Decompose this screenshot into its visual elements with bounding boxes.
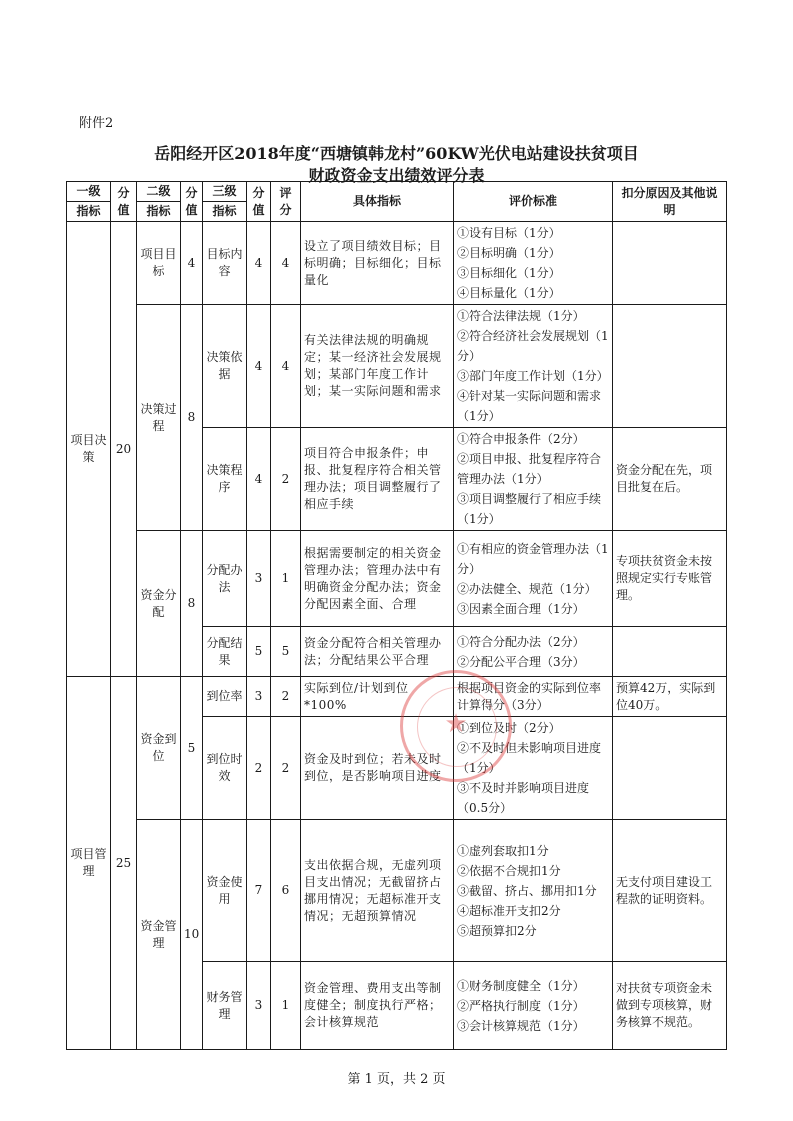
header-score-c: 分 值 bbox=[247, 182, 271, 222]
score-cell: 3 bbox=[247, 677, 271, 717]
specific-indicator-cell: 支出依据合规，无虚列项目支出情况；无截留挤占挪用情况；无超标准开支情况；无超预算情况 bbox=[301, 820, 454, 962]
specific-indicator-cell: 资金分配符合相关管理办法；分配结果公平合理 bbox=[301, 627, 454, 677]
deduction-note-cell: 资金分配在先，项目批复在后。 bbox=[613, 428, 727, 531]
level2-cell: 资金分配 bbox=[137, 531, 181, 677]
level2-score-cell: 5 bbox=[181, 677, 203, 820]
criteria-line: ④超标准开支扣2分 bbox=[457, 903, 561, 918]
rating-cell: 4 bbox=[271, 222, 301, 305]
criteria-line: ②依据不合规扣1分 bbox=[457, 863, 561, 878]
specific-indicator-cell: 有关法律法规的明确规定；某一经济社会发展规划；某部门年度工作计划；某一实际问题和需求 bbox=[301, 305, 454, 428]
level3-cell: 目标内容 bbox=[203, 222, 247, 305]
rating-cell: 2 bbox=[271, 428, 301, 531]
score-cell: 7 bbox=[247, 820, 271, 962]
criteria-line: ⑤超预算扣2分 bbox=[457, 923, 537, 938]
criteria-line: ①有相应的资金管理办法（1分） bbox=[457, 541, 609, 576]
criteria-line: ②严格执行制度（1分） bbox=[457, 998, 585, 1013]
score-cell: 3 bbox=[247, 531, 271, 627]
score-cell: 2 bbox=[247, 717, 271, 820]
deduction-note-cell: 专项扶贫资金未按照规定实行专账管理。 bbox=[613, 531, 727, 627]
deduction-note-cell bbox=[613, 717, 727, 820]
criteria-line: ②符合经济社会发展规划（1分） bbox=[457, 329, 609, 363]
criteria-line: ②目标明确（1分） bbox=[457, 246, 561, 260]
table-row bbox=[67, 305, 727, 428]
score-cell: 4 bbox=[247, 222, 271, 305]
criteria-line: ①虚列套取扣1分 bbox=[457, 843, 549, 858]
criteria-line: ①符合申报条件（2分） bbox=[457, 432, 585, 446]
deduction-note-cell: 无支付项目建设工程款的证明资料。 bbox=[613, 820, 727, 962]
criteria-line: ①符合法律法规（1分） bbox=[457, 309, 585, 323]
level1-cell: 项目管理 bbox=[67, 677, 111, 1050]
header-level1-sub: 指标 bbox=[67, 202, 111, 222]
criteria-cell bbox=[454, 305, 613, 428]
criteria-cell bbox=[454, 531, 613, 627]
level1-score-cell: 20 bbox=[111, 222, 137, 677]
header-rating: 评分 bbox=[271, 182, 301, 222]
level2-score-cell: 10 bbox=[181, 820, 203, 1050]
level2-cell: 资金到位 bbox=[137, 677, 181, 820]
criteria-line: ①到位及时（2分） bbox=[457, 721, 561, 735]
level3-cell: 资金使用 bbox=[203, 820, 247, 962]
header-level3-sub: 指标 bbox=[203, 202, 247, 222]
criteria-line: ①财务制度健全（1分） bbox=[457, 978, 585, 993]
criteria-line: ③因素全面合理（1分） bbox=[457, 601, 585, 616]
rating-cell: 5 bbox=[271, 627, 301, 677]
criteria-cell bbox=[454, 627, 613, 677]
deduction-note-cell bbox=[613, 627, 727, 677]
header-level3: 三级 bbox=[203, 182, 247, 202]
level2-cell: 资金管理 bbox=[137, 820, 181, 1050]
document-title: 岳阳经开区2018年度“西塘镇韩龙村”60KW光伏电站建设扶贫项目 bbox=[154, 144, 639, 163]
score-cell: 4 bbox=[247, 305, 271, 428]
criteria-line: ③截留、挤占、挪用扣1分 bbox=[457, 883, 597, 898]
level3-cell: 分配办法 bbox=[203, 531, 247, 627]
criteria-line: ②不及时但未影响项目进度（1分） bbox=[457, 741, 602, 775]
criteria-cell bbox=[454, 820, 613, 962]
header-level2-sub: 指标 bbox=[137, 202, 181, 222]
deduction-note-cell bbox=[613, 305, 727, 428]
criteria-cell bbox=[454, 222, 613, 305]
criteria-line: ③不及时并影响项目进度（0.5分） bbox=[457, 781, 590, 815]
header-score-a: 分 值 bbox=[111, 182, 137, 222]
document-subtitle: 财政资金支出绩效评分表 bbox=[308, 166, 485, 185]
level2-score-cell: 4 bbox=[181, 222, 203, 305]
level3-cell: 决策依据 bbox=[203, 305, 247, 428]
level2-cell: 项目目标 bbox=[137, 222, 181, 305]
score-table bbox=[66, 181, 727, 1050]
header-criteria: 评价标准 bbox=[454, 182, 613, 222]
score-cell: 4 bbox=[247, 428, 271, 531]
rating-cell: 2 bbox=[271, 717, 301, 820]
level2-cell: 决策过程 bbox=[137, 305, 181, 531]
specific-indicator-cell: 资金管理、费用支出等制度健全；制度执行严格；会计核算规范 bbox=[301, 962, 454, 1050]
specific-indicator-cell: 根据需要制定的相关资金管理办法；管理办法中有明确资金分配办法；资金分配因素全面、合理 bbox=[301, 531, 454, 627]
header-level1: 一级 bbox=[67, 182, 111, 202]
criteria-line: 根据项目资金的实际到位率计算得分（3分） bbox=[457, 680, 602, 712]
seal-star-icon: ★ bbox=[444, 709, 468, 739]
criteria-line: ③会计核算规范（1分） bbox=[457, 1018, 585, 1033]
level2-score-cell: 8 bbox=[181, 305, 203, 531]
level3-cell: 分配结果 bbox=[203, 627, 247, 677]
criteria-line: ②分配公平合理（3分） bbox=[457, 654, 585, 669]
level3-cell: 到位率 bbox=[203, 677, 247, 717]
rating-cell: 4 bbox=[271, 305, 301, 428]
criteria-cell bbox=[454, 428, 613, 531]
rating-cell: 6 bbox=[271, 820, 301, 962]
specific-indicator-cell: 设立了项目绩效目标；目标明确；目标细化；目标量化 bbox=[301, 222, 454, 305]
specific-indicator-cell: 实际到位/计划到位*100% bbox=[301, 677, 454, 717]
score-cell: 3 bbox=[247, 962, 271, 1050]
header-level2: 二级 bbox=[137, 182, 181, 202]
criteria-line: ①设有目标（1分） bbox=[457, 226, 561, 240]
specific-indicator-cell: 项目符合申报条件；申报、批复程序符合相关管理办法；项目调整履行了相应手续 bbox=[301, 428, 454, 531]
level3-cell: 财务管理 bbox=[203, 962, 247, 1050]
deduction-note-cell: 预算42万，实际到位40万。 bbox=[613, 677, 727, 717]
score-cell: 5 bbox=[247, 627, 271, 677]
table-row bbox=[67, 820, 727, 962]
level3-cell: 到位时效 bbox=[203, 717, 247, 820]
attachment-label: 附件2 bbox=[79, 116, 114, 131]
criteria-cell bbox=[454, 962, 613, 1050]
criteria-line: ④目标量化（1分） bbox=[457, 286, 561, 300]
criteria-cell bbox=[454, 677, 613, 717]
criteria-line: ②办法健全、规范（1分） bbox=[457, 581, 597, 596]
criteria-cell bbox=[454, 717, 613, 820]
header-deduction: 扣分原因及其他说明 bbox=[613, 182, 727, 222]
table-row bbox=[67, 531, 727, 627]
header-score-b: 分 值 bbox=[181, 182, 203, 222]
criteria-line: ③目标细化（1分） bbox=[457, 266, 561, 280]
rating-cell: 1 bbox=[271, 531, 301, 627]
criteria-line: ②项目申报、批复程序符合管理办法（1分） bbox=[457, 452, 602, 486]
header-specific: 具体指标 bbox=[301, 182, 454, 222]
table-row bbox=[67, 677, 727, 717]
criteria-line: ①符合分配办法（2分） bbox=[457, 634, 585, 649]
rating-cell: 2 bbox=[271, 677, 301, 717]
rating-cell: 1 bbox=[271, 962, 301, 1050]
level1-score-cell: 25 bbox=[111, 677, 137, 1050]
specific-indicator-cell: 资金及时到位；若未及时到位，是否影响项目进度 bbox=[301, 717, 454, 820]
criteria-line: ④针对某一实际问题和需求（1分） bbox=[457, 389, 602, 423]
table-row bbox=[67, 222, 727, 305]
level1-cell: 项目决策 bbox=[67, 222, 111, 677]
criteria-line: ③部门年度工作计划（1分） bbox=[457, 369, 609, 383]
level3-cell: 决策程序 bbox=[203, 428, 247, 531]
deduction-note-cell: 对扶贫专项资金未做到专项核算，财务核算不规范。 bbox=[613, 962, 727, 1050]
criteria-line: ③项目调整履行了相应手续（1分） bbox=[457, 492, 602, 526]
deduction-note-cell bbox=[613, 222, 727, 305]
level2-score-cell: 8 bbox=[181, 531, 203, 677]
page-footer: 第 1 页，共 2 页 bbox=[347, 1072, 446, 1087]
